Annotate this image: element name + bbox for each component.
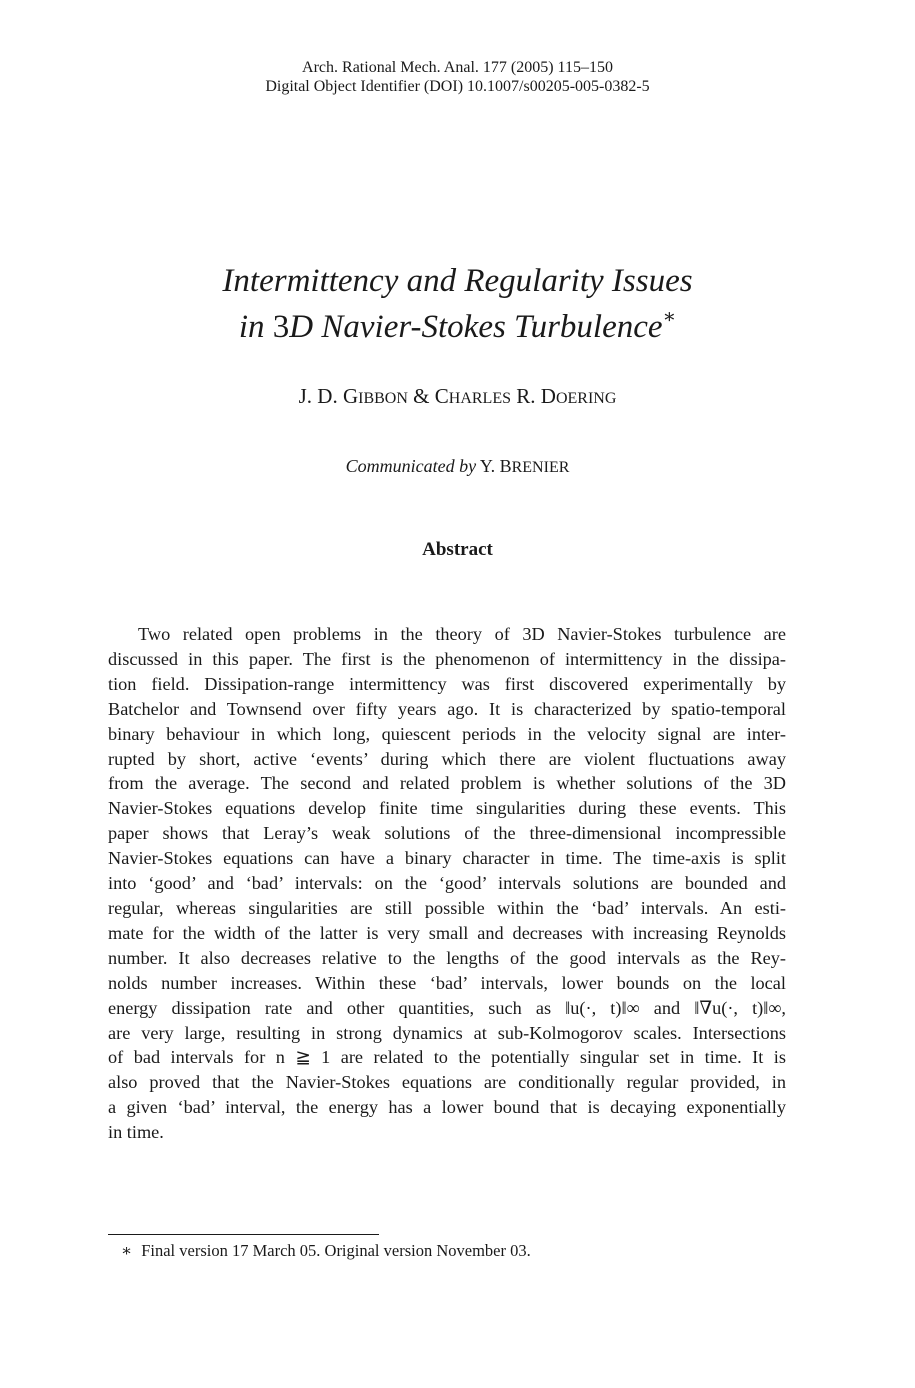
journal-doi: Digital Object Identifier (DOI) 10.1007/s00205-005-0382-5 xyxy=(265,78,650,95)
communicated-surname-initial: B xyxy=(499,456,512,476)
communicated-label: Communicated by xyxy=(345,456,477,476)
abstract-line: Batchelor and Townsend over fifty years ago. It is characterized by spatio-temporal xyxy=(108,698,786,719)
title-line-2 xyxy=(0,304,915,350)
abstract-line: also proved that the Navier-Stokes equations are conditionally regular provided, in xyxy=(108,1072,786,1093)
abstract-line: are very large, resulting in strong dynamics at sub-Kolmogorov scales. Intersections xyxy=(108,1022,786,1043)
abstract-line: a given ‘bad’ interval, the energy has a lower bound that is decaying exponentially xyxy=(108,1097,786,1118)
abstract-line: into ‘good’ and ‘bad’ intervals: on the ‘good’ intervals solutions are bounded and xyxy=(108,873,786,894)
footnote-rule xyxy=(108,1234,379,1235)
abstract-line: in time. xyxy=(108,1122,164,1143)
title-line-1: Intermittency and Regularity Issues xyxy=(222,263,693,299)
authors xyxy=(0,383,915,412)
author-separator: & xyxy=(407,384,435,408)
abstract-line: Two related open problems in the theory of 3D Navier-Stokes turbulence are xyxy=(138,624,786,644)
abstract-line: mate for the width of the latter is very small and decreases with increasing Reynolds xyxy=(108,922,786,943)
journal-header xyxy=(0,58,915,96)
abstract-line: regular, whereas singularities are still possible within the ‘bad’ intervals. An esti- xyxy=(108,897,786,918)
author-1-surname-rest: IBBON xyxy=(358,390,408,407)
abstract-line: number. It also decreases relative to the lengths of the good intervals as the Rey- xyxy=(108,947,786,968)
paper-title xyxy=(0,258,915,350)
author-1-initials: J. D. xyxy=(298,384,343,408)
abstract-line: tion field. Dissipation-range intermittency was first discovered experimentally by xyxy=(108,673,786,694)
author-1-surname-initial: G xyxy=(342,384,359,408)
author-2-surname-rest: OERING xyxy=(555,390,617,407)
title-line-2-rest: D Navier-Stokes Turbulence xyxy=(289,309,663,345)
title-footnote-mark: ∗ xyxy=(662,306,677,328)
author-2-surname-initial: D xyxy=(540,384,556,408)
abstract-body xyxy=(108,622,786,1145)
communicated-surname-rest: RENIER xyxy=(511,459,570,476)
abstract-line: Navier-Stokes equations can have a binary character in time. The time-axis is split xyxy=(108,848,786,869)
abstract-heading: Abstract xyxy=(422,539,493,560)
abstract-line: binary behaviour in which long, quiescent periods in the velocity signal are inter- xyxy=(108,723,786,744)
footnote-mark: ∗ xyxy=(121,1241,133,1260)
abstract-line: paper shows that Leray’s weak solutions of the three-dimensional incompressible xyxy=(108,823,786,844)
journal-citation: Arch. Rational Mech. Anal. 177 (2005) 115–150 xyxy=(302,59,613,76)
abstract-line: Navier-Stokes equations develop finite time singularities during these events. This xyxy=(108,798,786,819)
author-2-middle: R. xyxy=(511,384,541,408)
communicated-initials: Y. xyxy=(476,456,500,476)
title-line-2-prefix: in xyxy=(238,309,273,345)
abstract-line: energy dissipation rate and other quantities, such as ‖u(·, t)‖∞ and ‖∇u(·, t)‖∞, xyxy=(108,997,786,1018)
abstract-line: from the average. The second and related problem is whether solutions of the 3D xyxy=(108,773,786,794)
author-2-given-initial: C xyxy=(434,384,449,408)
footnote xyxy=(121,1241,531,1261)
abstract-line: nolds number increases. Within these ‘bad’ intervals, lower bounds on the local xyxy=(108,972,786,993)
abstract-line: rupted by short, active ‘events’ during which there are violent fluctuations away xyxy=(108,748,786,769)
footnote-text: Final version 17 March 05. Original version November 03. xyxy=(141,1241,531,1260)
author-2-given-rest: HARLES xyxy=(448,390,511,407)
title-line-2-number: 3 xyxy=(272,309,290,345)
abstract-line: discussed in this paper. The first is the phenomenon of intermittency in the dissipa- xyxy=(108,648,786,669)
abstract-line: of bad intervals for n ≧ 1 are related to the potentially singular set in time. It is xyxy=(108,1047,786,1068)
communicated-by xyxy=(0,455,915,479)
